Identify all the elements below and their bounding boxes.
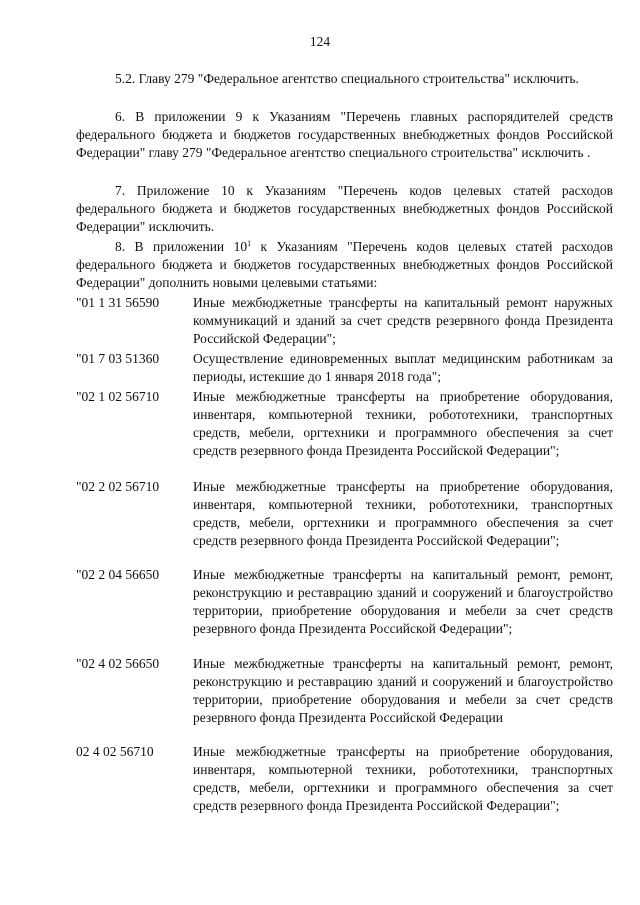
target-article-description: Иные межбюджетные трансферты на капитальный ремонт, ремонт, реконструкцию и реставрацию зданий и сооружений и благоустройство территории, приобретение оборудования и мебели за счет средств резервного фонда Президента Российской Федерации"; (193, 567, 613, 636)
target-article-entry (76, 294, 613, 346)
target-article-entry (76, 350, 613, 384)
paragraph-8 (76, 238, 613, 292)
paragraph-5-2: 5.2. Главу 279 "Федеральное агентство специального строительства" исключить. (115, 71, 579, 86)
target-article-description: Иные межбюджетные трансферты на капитальный ремонт, ремонт, реконструкцию и реставрацию зданий и сооружений и благоустройство территории, приобретение оборудования и мебели за счет средств резервного фонда Президента Российской Федерации (193, 656, 613, 725)
target-article-code: 02 4 02 56710 (76, 744, 154, 759)
target-article-code: "02 2 02 56710 (76, 479, 160, 494)
target-article-description: Иные межбюджетные трансферты на приобретение оборудования, инвентаря, компьютерной техники, робототехники, транспортных средств, мебели, оргтехники и программного обеспечения за счет средств резервного фонда Президента Российской Федерации"; (193, 744, 613, 813)
paragraph-7: 7. Приложение 10 к Указаниям "Перечень кодов целевых статей расходов федерального бюджета и бюджетов государственных внебюджетных фондов Российской Федерации" исключить. (76, 183, 613, 234)
target-article-entry (76, 388, 613, 458)
target-article-entry (76, 655, 613, 725)
target-article-description: Иные межбюджетные трансферты на приобретение оборудования, инвентаря, компьютерной техники, робототехники, транспортных средств, мебели, оргтехники и программного обеспечения за счет средств резервного фонда Президента Российской Федерации"; (193, 389, 613, 458)
target-article-code: "02 4 02 56650 (76, 656, 160, 671)
target-article-description: Иные межбюджетные трансферты на приобретение оборудования, инвентаря, компьютерной техники, робототехники, транспортных средств, мебели, оргтехники и программного обеспечения за счет средств резервного фонда Президента Российской Федерации"; (193, 479, 613, 548)
page-number: 124 (309, 34, 331, 49)
target-article-entry (76, 566, 613, 636)
superscript-one: 1 (247, 239, 252, 248)
target-article-code: "02 1 02 56710 (76, 389, 160, 404)
target-article-entry (76, 743, 613, 813)
target-article-code: "01 7 03 51360 (76, 351, 160, 366)
target-article-description: Иные межбюджетные трансферты на капитальный ремонт наружных коммуникаций и зданий за счет средств резервного фонда Президента Российской Федерации"; (193, 295, 613, 346)
target-article-entry (76, 478, 613, 548)
target-article-code: "01 1 31 56590 (76, 295, 160, 310)
paragraph-6: 6. В приложении 9 к Указаниям "Перечень главных распорядителей средств федерального бюджета и бюджетов государственных внебюджетных фондов Российской Федерации" главу 279 "Федеральное агентство специального строительства" исключить . (76, 109, 613, 160)
paragraph-8-rest: к Указаниям "Перечень кодов целевых статей расходов федерального бюджета и бюджетов государственных внебюджетных фондов Российской Федерации" дополнить новыми целевыми статьями: (76, 239, 614, 290)
paragraph-8-lead: 8. В приложении 10 (115, 239, 248, 254)
target-article-description: Осуществление единовременных выплат медицинским работникам за периоды, истекшие до 1 января 2018 года"; (193, 351, 613, 384)
target-article-code: "02 2 04 56650 (76, 567, 160, 582)
